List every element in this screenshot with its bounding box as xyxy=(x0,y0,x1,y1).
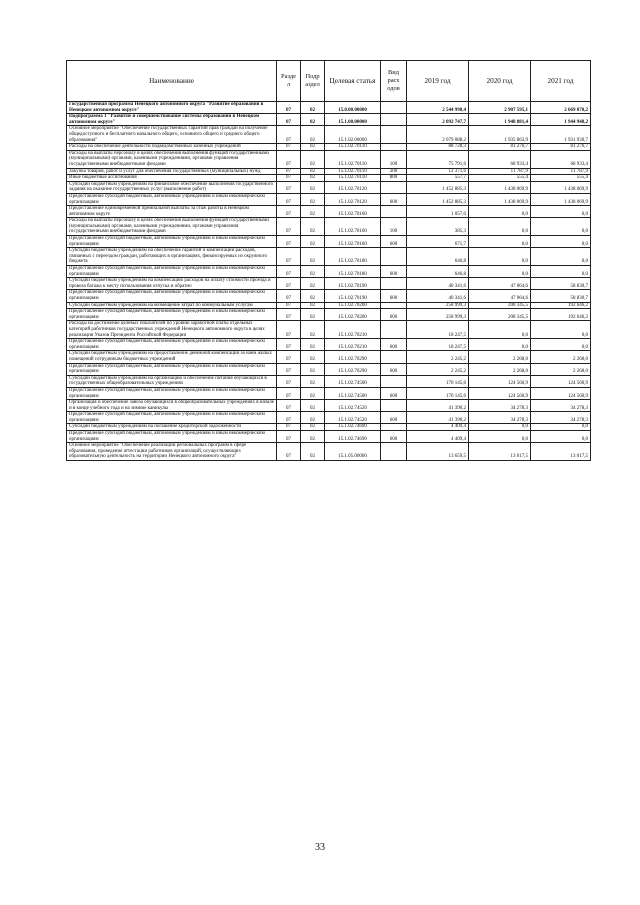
expense-type-cell: 600 xyxy=(381,309,407,321)
section-cell: 07 xyxy=(277,181,301,193)
section-cell: 07 xyxy=(277,387,301,399)
value-2021-cell: 2 268,0 xyxy=(531,363,591,375)
value-2019-cell: 18 247,5 xyxy=(407,321,469,339)
value-2020-cell: 2 268,0 xyxy=(469,351,531,363)
expense-type-cell xyxy=(381,102,407,114)
table-row xyxy=(67,375,591,387)
expense-type-cell: 600 xyxy=(381,412,407,424)
value-2021-cell: 1 438 069,9 xyxy=(531,181,591,193)
target-cell: 15.1.02.74500 xyxy=(325,375,381,387)
section-cell: 07 xyxy=(277,400,301,412)
table-row xyxy=(67,387,591,399)
section-cell: 07 xyxy=(277,321,301,339)
value-2021-cell: 124 560,9 xyxy=(531,387,591,399)
value-2019-cell: 2 245,2 xyxy=(407,363,469,375)
budget-table xyxy=(66,60,591,461)
target-cell: 15.1.02.74500 xyxy=(325,387,381,399)
name-cell: Расходы на выплаты персоналу в целях обеспечения выполнения функций государственными (муниципальными) органами, казенными учреждениями, органами управления государственными внебюджетными фондами xyxy=(67,150,277,168)
value-2019-cell: 170 145,6 xyxy=(407,387,469,399)
target-cell: 15.1.02.70110 xyxy=(325,168,381,175)
name-cell: Государственная программа Ненецкого автономного округа "Развитие образования в Ненецком автономном округе" xyxy=(67,102,277,114)
expense-type-cell xyxy=(381,351,407,363)
expense-type-cell: 100 xyxy=(381,218,407,236)
header-target: Целевая статья xyxy=(325,61,381,102)
value-2020-cell: 47 064,6 xyxy=(469,290,531,302)
table-row xyxy=(67,290,591,302)
table-row xyxy=(67,218,591,236)
target-cell: 15.1.02.74520 xyxy=(325,412,381,424)
name-cell: Предоставление субсидий бюджетным, автономным учреждениям и иным некоммерческим организациям xyxy=(67,193,277,205)
value-2021-cell: 1 944 948,2 xyxy=(531,114,591,126)
target-cell: 15.1.02.74690 xyxy=(325,424,381,431)
section-cell: 07 xyxy=(277,302,301,309)
name-cell: Расходы на выплаты персоналу в целях обеспечения выполнения функций государственными (муниципальными) органами, казенными учреждениями, органами управления государственными внебюджетными фондами xyxy=(67,218,277,236)
section-cell: 07 xyxy=(277,206,301,218)
value-2019-cell: 4 409,4 xyxy=(407,431,469,443)
name-cell: Предоставление субсидий бюджетным, автономным учреждениям и иным некоммерческим организациям xyxy=(67,387,277,399)
subsection-cell: 02 xyxy=(301,339,325,351)
expense-type-cell xyxy=(381,144,407,151)
subsection-cell: 02 xyxy=(301,126,325,144)
value-2020-cell: 124 560,9 xyxy=(469,375,531,387)
value-2020-cell: 208 345,5 xyxy=(469,309,531,321)
value-2019-cell: 385,3 xyxy=(407,218,469,236)
table-row xyxy=(67,431,591,443)
value-2019-cell: 2 544 990,4 xyxy=(407,102,469,114)
name-cell: Субсидии бюджетным учреждениям на погашение кредиторской задолженности xyxy=(67,424,277,431)
expense-type-cell: 800 xyxy=(381,175,407,182)
table-row xyxy=(67,181,591,193)
value-2021-cell: 192 646,2 xyxy=(531,302,591,309)
table-row xyxy=(67,400,591,412)
expense-type-cell: 600 xyxy=(381,339,407,351)
name-cell: Предоставление субсидий бюджетным, автономным учреждениям и иным некоммерческим организациям xyxy=(67,236,277,248)
section-cell: 07 xyxy=(277,412,301,424)
subsection-cell: 02 xyxy=(301,431,325,443)
target-cell: 15.1.02.70120 xyxy=(325,193,381,205)
value-2019-cell: 646,8 xyxy=(407,248,469,266)
value-2021-cell: 0,0 xyxy=(531,424,591,431)
header-subsection: Подр аздел xyxy=(301,61,325,102)
table-row xyxy=(67,126,591,144)
name-cell: Предоставление единовременной премиальной выплаты за стаж работы в Ненецком автономном округе xyxy=(67,206,277,218)
target-cell: 15.1.02.70210 xyxy=(325,321,381,339)
target-cell: 15.1.02.70120 xyxy=(325,181,381,193)
target-cell: 15.1.02.70190 xyxy=(325,278,381,290)
value-2019-cell: 2 092 747,7 xyxy=(407,114,469,126)
value-2020-cell: 13 017,5 xyxy=(469,443,531,461)
subsection-cell: 02 xyxy=(301,443,325,461)
table-row xyxy=(67,278,591,290)
value-2019-cell: 1 452 885,3 xyxy=(407,181,469,193)
section-cell: 07 xyxy=(277,248,301,266)
value-2021-cell: 0,0 xyxy=(531,339,591,351)
table-row xyxy=(67,321,591,339)
section-cell: 07 xyxy=(277,290,301,302)
value-2019-cell: 2 245,2 xyxy=(407,351,469,363)
value-2020-cell: 11 787,9 xyxy=(469,168,531,175)
target-cell: 15.1.02.70160 xyxy=(325,236,381,248)
value-2019-cell: 170 145,6 xyxy=(407,375,469,387)
table-row xyxy=(67,175,591,182)
value-2020-cell: 68 933,4 xyxy=(469,150,531,168)
target-cell: 15.1.05.00000 xyxy=(325,443,381,461)
name-cell: Предоставление субсидий бюджетным, автономным учреждениям и иным некоммерческим организациям xyxy=(67,431,277,443)
section-cell: 07 xyxy=(277,375,301,387)
value-2020-cell: 1 935 863,9 xyxy=(469,126,531,144)
expense-type-cell: 100 xyxy=(381,150,407,168)
value-2019-cell: 557,7 xyxy=(407,175,469,182)
name-cell: Основное мероприятие "Обеспечение государственных гарантий прав граждан на получение общедоступного и бесплатного начального общего, основного общего и среднего общего образования" xyxy=(67,126,277,144)
table-row xyxy=(67,206,591,218)
subsection-cell: 02 xyxy=(301,424,325,431)
subsection-cell: 02 xyxy=(301,290,325,302)
value-2021-cell: 81 276,7 xyxy=(531,144,591,151)
value-2021-cell: 58 830,7 xyxy=(531,278,591,290)
section-cell: 07 xyxy=(277,424,301,431)
name-cell: Субсидии бюджетным учреждениям на возмещение затрат по коммунальным услугам xyxy=(67,302,277,309)
subsection-cell: 02 xyxy=(301,193,325,205)
subsection-cell: 02 xyxy=(301,181,325,193)
expense-type-cell: 600 xyxy=(381,290,407,302)
section-cell: 07 xyxy=(277,351,301,363)
value-2021-cell: 0,0 xyxy=(531,266,591,278)
table-row xyxy=(67,266,591,278)
expense-type-cell xyxy=(381,375,407,387)
section-cell: 07 xyxy=(277,431,301,443)
expense-type-cell: 200 xyxy=(381,168,407,175)
name-cell: Предоставление субсидий бюджетным, автономным учреждениям и иным некоммерческим организациям xyxy=(67,266,277,278)
name-cell: Субсидии бюджетным учреждениям на предоставление денежной компенсации за наем жилых помещений сотрудникам бюджетных учреждений xyxy=(67,351,277,363)
section-cell: 07 xyxy=(277,168,301,175)
value-2020-cell: 34 278,3 xyxy=(469,400,531,412)
expense-type-cell: 600 xyxy=(381,431,407,443)
expense-type-cell xyxy=(381,321,407,339)
value-2020-cell: 0,0 xyxy=(469,236,531,248)
table-row xyxy=(67,339,591,351)
value-2020-cell: 0,0 xyxy=(469,218,531,236)
name-cell: Предоставление субсидий бюджетным, автономным учреждениям и иным некоммерческим организациям xyxy=(67,412,277,424)
value-2019-cell: 13 659,5 xyxy=(407,443,469,461)
table-body xyxy=(67,102,591,461)
value-2021-cell: 2 268,0 xyxy=(531,351,591,363)
subsection-cell: 02 xyxy=(301,321,325,339)
table-row xyxy=(67,443,591,461)
name-cell: Расходы на достижение целевых показателей по уровню заработной платы отдельных категорий работников государственных учреждений Ненецкого автономного округа в целях реализации Указов Президента Российской Федерации xyxy=(67,321,277,339)
expense-type-cell: 600 xyxy=(381,193,407,205)
value-2021-cell: 0,0 xyxy=(531,206,591,218)
table-header-row xyxy=(67,61,591,102)
value-2019-cell: 671,7 xyxy=(407,236,469,248)
subsection-cell: 02 xyxy=(301,168,325,175)
target-cell: 15.1.02.70160 xyxy=(325,218,381,236)
subsection-cell: 02 xyxy=(301,144,325,151)
subsection-cell: 02 xyxy=(301,351,325,363)
target-cell: 15.1.02.74690 xyxy=(325,431,381,443)
subsection-cell: 02 xyxy=(301,175,325,182)
value-2020-cell: 208 345,5 xyxy=(469,302,531,309)
table-row xyxy=(67,150,591,168)
name-cell: Предоставление субсидий бюджетным, автономным учреждениям и иным некоммерческим организациям xyxy=(67,363,277,375)
table-row xyxy=(67,168,591,175)
value-2019-cell: 41 390,2 xyxy=(407,412,469,424)
subsection-cell: 02 xyxy=(301,387,325,399)
value-2021-cell: 13 017,5 xyxy=(531,443,591,461)
name-cell: Иные бюджетные ассигнования xyxy=(67,175,277,182)
expense-type-cell: 600 xyxy=(381,387,407,399)
subsection-cell: 02 xyxy=(301,412,325,424)
value-2021-cell: 68 933,4 xyxy=(531,150,591,168)
name-cell: Закупка товаров, работ и услуг для обеспечения государственных (муниципальных) нужд xyxy=(67,168,277,175)
expense-type-cell xyxy=(381,278,407,290)
table-row xyxy=(67,302,591,309)
value-2021-cell: 2 669 070,2 xyxy=(531,102,591,114)
section-cell: 07 xyxy=(277,175,301,182)
value-2021-cell: 555,4 xyxy=(531,175,591,182)
name-cell: Субсидии бюджетным учреждениям на компенсацию расходов на оплату стоимости проезда и провоза багажа к месту использования отпуска и обратно xyxy=(67,278,277,290)
value-2020-cell: 0,0 xyxy=(469,431,531,443)
expense-type-cell xyxy=(381,400,407,412)
target-cell: 15.1.02.70110 xyxy=(325,150,381,168)
name-cell: Подпрограмма 1 "Развитие и совершенствование системы образования в Ненецком автономном округе" xyxy=(67,114,277,126)
expense-type-cell xyxy=(381,248,407,266)
value-2021-cell: 0,0 xyxy=(531,431,591,443)
section-cell: 07 xyxy=(277,236,301,248)
value-2019-cell: 40 341,6 xyxy=(407,290,469,302)
table-row xyxy=(67,309,591,321)
subsection-cell: 02 xyxy=(301,150,325,168)
value-2020-cell: 0,0 xyxy=(469,206,531,218)
subsection-cell: 02 xyxy=(301,400,325,412)
value-2021-cell: 1 931 930,7 xyxy=(531,126,591,144)
value-2019-cell: 12 371,6 xyxy=(407,168,469,175)
target-cell: 15.1.02.70180 xyxy=(325,266,381,278)
target-cell: 15.1.02.70200 xyxy=(325,302,381,309)
expense-type-cell xyxy=(381,302,407,309)
subsection-cell: 02 xyxy=(301,266,325,278)
header-2020: 2020 год xyxy=(469,61,531,102)
value-2019-cell: 75 791,6 xyxy=(407,150,469,168)
value-2020-cell: 124 560,9 xyxy=(469,387,531,399)
value-2020-cell: 555,4 xyxy=(469,175,531,182)
target-cell: 15.1.02.70210 xyxy=(325,339,381,351)
target-cell: 15.1.02.70200 xyxy=(325,309,381,321)
value-2021-cell: 0,0 xyxy=(531,321,591,339)
table-row xyxy=(67,144,591,151)
subsection-cell: 02 xyxy=(301,375,325,387)
table-row xyxy=(67,412,591,424)
expense-type-cell xyxy=(381,206,407,218)
value-2020-cell: 1 438 069,9 xyxy=(469,193,531,205)
name-cell: Расходы на обеспечение деятельности подведомственных казённых учреждений xyxy=(67,144,277,151)
value-2019-cell: 1 057,0 xyxy=(407,206,469,218)
value-2021-cell: 58 830,7 xyxy=(531,290,591,302)
target-cell: 15.1.02.70190 xyxy=(325,290,381,302)
expense-type-cell xyxy=(381,424,407,431)
section-cell: 07 xyxy=(277,126,301,144)
name-cell: Предоставление субсидий бюджетным, автономным учреждениям и иным некоммерческим организациям xyxy=(67,339,277,351)
header-2021: 2021 год xyxy=(531,61,591,102)
name-cell: Субсидии бюджетным учреждениям на финансовое обеспечение выполнения государственного задания на оказание государственных услуг (выполнение работ) xyxy=(67,181,277,193)
target-cell: 15.1.02.70290 xyxy=(325,351,381,363)
subsection-cell: 02 xyxy=(301,248,325,266)
value-2021-cell: 34 278,3 xyxy=(531,400,591,412)
section-cell: 07 xyxy=(277,193,301,205)
name-cell: Основное мероприятие "Обеспечение реализации региональных программ в сфере образования, проведение аттестации работников организаций, осуществляющих образовательную деятельность на территории Ненецкого автономного округа" xyxy=(67,443,277,461)
section-cell: 07 xyxy=(277,144,301,151)
value-2020-cell: 81 276,7 xyxy=(469,144,531,151)
value-2019-cell: 41 390,2 xyxy=(407,400,469,412)
value-2019-cell: 40 341,6 xyxy=(407,278,469,290)
table-row xyxy=(67,102,591,114)
target-cell: 15.1.02.74520 xyxy=(325,400,381,412)
target-cell: 15.1.02.70110 xyxy=(325,175,381,182)
value-2021-cell: 0,0 xyxy=(531,236,591,248)
expense-type-cell xyxy=(381,114,407,126)
table-row xyxy=(67,114,591,126)
header-section: Разде л xyxy=(277,61,301,102)
value-2019-cell: 4 409,4 xyxy=(407,424,469,431)
table-row xyxy=(67,193,591,205)
expense-type-cell xyxy=(381,126,407,144)
section-cell: 07 xyxy=(277,309,301,321)
table-row xyxy=(67,424,591,431)
value-2019-cell: 258 999,3 xyxy=(407,302,469,309)
value-2021-cell: 192 646,2 xyxy=(531,309,591,321)
value-2020-cell: 2 268,0 xyxy=(469,363,531,375)
section-cell: 07 xyxy=(277,102,301,114)
value-2020-cell: 0,0 xyxy=(469,321,531,339)
subsection-cell: 02 xyxy=(301,114,325,126)
header-name: Наименование xyxy=(67,61,277,102)
name-cell: Предоставление субсидий бюджетным, автономным учреждениям и иным некоммерческим организациям xyxy=(67,290,277,302)
section-cell: 07 xyxy=(277,266,301,278)
name-cell: Субсидии бюджетным учреждениям на организацию и обеспечение питания обучающихся в государственных общеобразовательных учреждениях xyxy=(67,375,277,387)
target-cell: 15.1.02.70110 xyxy=(325,144,381,151)
value-2020-cell: 2 907 595,1 xyxy=(469,102,531,114)
section-cell: 07 xyxy=(277,278,301,290)
value-2020-cell: 0,0 xyxy=(469,424,531,431)
section-cell: 07 xyxy=(277,443,301,461)
subsection-cell: 02 xyxy=(301,102,325,114)
expense-type-cell: 600 xyxy=(381,363,407,375)
value-2020-cell: 1 948 881,4 xyxy=(469,114,531,126)
target-cell: 15.1.02.70160 xyxy=(325,206,381,218)
subsection-cell: 02 xyxy=(301,236,325,248)
value-2021-cell: 11 787,9 xyxy=(531,168,591,175)
table-row xyxy=(67,236,591,248)
value-2019-cell: 2 079 088,2 xyxy=(407,126,469,144)
value-2020-cell: 47 064,6 xyxy=(469,278,531,290)
value-2019-cell: 1 452 885,3 xyxy=(407,193,469,205)
section-cell: 07 xyxy=(277,339,301,351)
value-2020-cell: 0,0 xyxy=(469,248,531,266)
value-2019-cell: 88 728,3 xyxy=(407,144,469,151)
expense-type-cell xyxy=(381,181,407,193)
subsection-cell: 02 xyxy=(301,363,325,375)
name-cell: Организация и обеспечение завоза обучающихся в общеобразовательных учреждениях в начале и в конце учебного года и на зимние каникулы xyxy=(67,400,277,412)
subsection-cell: 02 xyxy=(301,302,325,309)
value-2020-cell: 0,0 xyxy=(469,339,531,351)
table-row xyxy=(67,351,591,363)
value-2021-cell: 0,0 xyxy=(531,248,591,266)
page-number: 33 xyxy=(315,842,325,853)
target-cell: 15.1.02.70180 xyxy=(325,248,381,266)
value-2021-cell: 0,0 xyxy=(531,218,591,236)
expense-type-cell xyxy=(381,443,407,461)
header-expense-type: Вид расх одов xyxy=(381,61,407,102)
target-cell: 15.1.02.00000 xyxy=(325,126,381,144)
value-2019-cell: 258 999,3 xyxy=(407,309,469,321)
value-2020-cell: 34 278,3 xyxy=(469,412,531,424)
target-cell: 15.0.00.00000 xyxy=(325,102,381,114)
value-2021-cell: 1 438 069,9 xyxy=(531,193,591,205)
target-cell: 15.1.02.70290 xyxy=(325,363,381,375)
expense-type-cell: 600 xyxy=(381,236,407,248)
section-cell: 07 xyxy=(277,114,301,126)
section-cell: 07 xyxy=(277,218,301,236)
table-row xyxy=(67,248,591,266)
section-cell: 07 xyxy=(277,150,301,168)
section-cell: 07 xyxy=(277,363,301,375)
value-2021-cell: 34 278,3 xyxy=(531,412,591,424)
expense-type-cell: 600 xyxy=(381,266,407,278)
table-row xyxy=(67,363,591,375)
header-2019: 2019 год xyxy=(407,61,469,102)
value-2020-cell: 0,0 xyxy=(469,266,531,278)
target-cell: 15.1.00.00000 xyxy=(325,114,381,126)
subsection-cell: 02 xyxy=(301,309,325,321)
value-2019-cell: 18 247,5 xyxy=(407,339,469,351)
subsection-cell: 02 xyxy=(301,278,325,290)
subsection-cell: 02 xyxy=(301,206,325,218)
subsection-cell: 02 xyxy=(301,218,325,236)
value-2020-cell: 1 438 069,9 xyxy=(469,181,531,193)
name-cell: Субсидии бюджетным учреждениям на обеспечение гарантий и компенсации расходов, связанных с переездом граждан, работающих в организациях, финансируемых из окружного бюджета xyxy=(67,248,277,266)
value-2019-cell: 646,8 xyxy=(407,266,469,278)
value-2021-cell: 124 560,9 xyxy=(531,375,591,387)
name-cell: Предоставление субсидий бюджетным, автономным учреждениям и иным некоммерческим организациям xyxy=(67,309,277,321)
